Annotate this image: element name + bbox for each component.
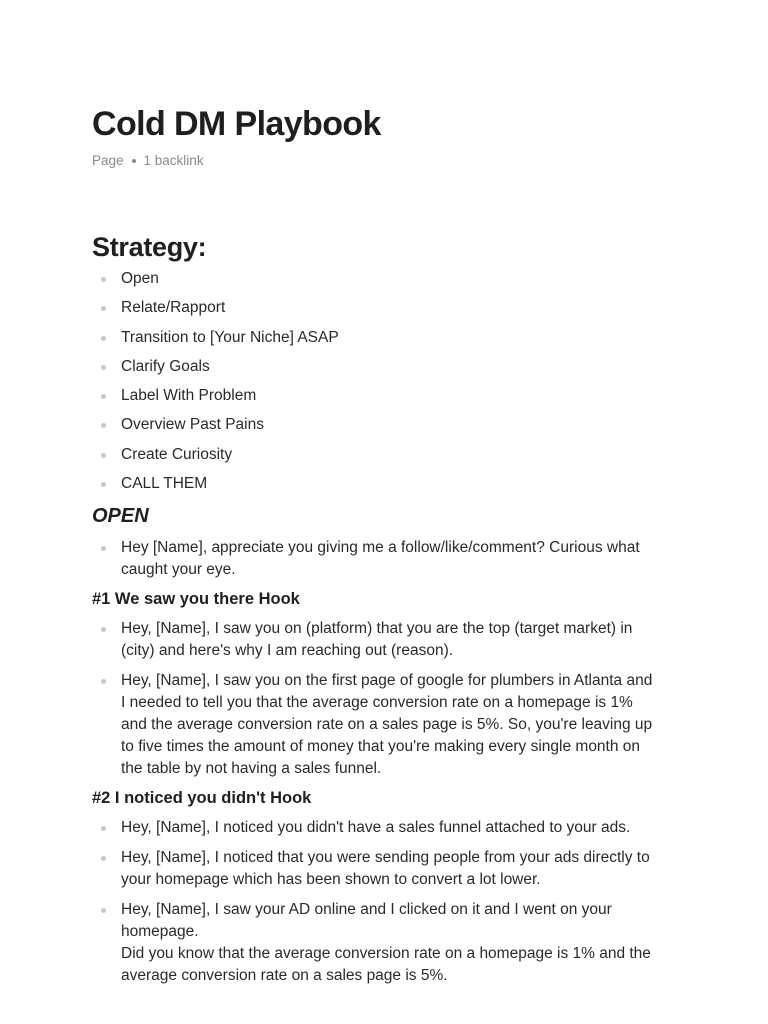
list-item: Hey, [Name], I noticed you didn't have a sales funnel attached to your ads. — [92, 817, 658, 839]
list-item: Hey, [Name], I saw you on the first page of google for plumbers in Atlanta and I needed to tell you that the average conversion rate on a homepage is 1% and the average conversion rate on a sales page is 5%. So, you're leaving up to five times the amount of money that you're making every single month on the table by not having a sales funnel. — [92, 670, 658, 780]
list-item: CALL THEM — [92, 473, 658, 495]
hook2-list — [92, 817, 658, 987]
list-item: Relate/Rapport — [92, 297, 658, 319]
open-heading: OPEN — [92, 505, 149, 528]
open-list — [92, 537, 658, 581]
strategy-heading: Strategy: — [92, 232, 207, 262]
list-item-line: Hey, [Name], I saw your AD online and I clicked on it and I went on your homepage. — [121, 901, 612, 941]
list-item-line: Did you know that the average conversion rate on a homepage is 1% and the average conversion rate on a sales page is 5%. — [121, 945, 651, 985]
list-item: Hey [Name], appreciate you giving me a follow/like/comment? Curious what caught your eye. — [92, 537, 658, 581]
list-item: Open — [92, 268, 658, 290]
list-item: Transition to [Your Niche] ASAP — [92, 327, 658, 349]
backlink-link[interactable]: 1 backlink — [143, 153, 204, 168]
list-item: Hey, [Name], I noticed that you were sending people from your ads directly to your homepage which has been shown to convert a lot lower. — [92, 847, 658, 891]
list-item: Hey, [Name], I saw you on (platform) that you are the top (target market) in (city) and here's why I am reaching out (reason). — [92, 618, 658, 662]
list-item — [92, 899, 658, 987]
hook1-list — [92, 618, 658, 780]
list-item: Create Curiosity — [92, 444, 658, 466]
hook1-heading: #1 We saw you there Hook — [92, 590, 300, 609]
separator-dot-icon — [132, 159, 136, 163]
list-item: Overview Past Pains — [92, 414, 658, 436]
page-type-label: Page — [92, 153, 124, 168]
hook2-heading: #2 I noticed you didn't Hook — [92, 789, 312, 808]
list-item: Clarify Goals — [92, 356, 658, 378]
list-item: Label With Problem — [92, 385, 658, 407]
strategy-list — [92, 268, 658, 495]
page-title: Cold DM Playbook — [92, 105, 381, 143]
page-meta — [92, 152, 658, 170]
